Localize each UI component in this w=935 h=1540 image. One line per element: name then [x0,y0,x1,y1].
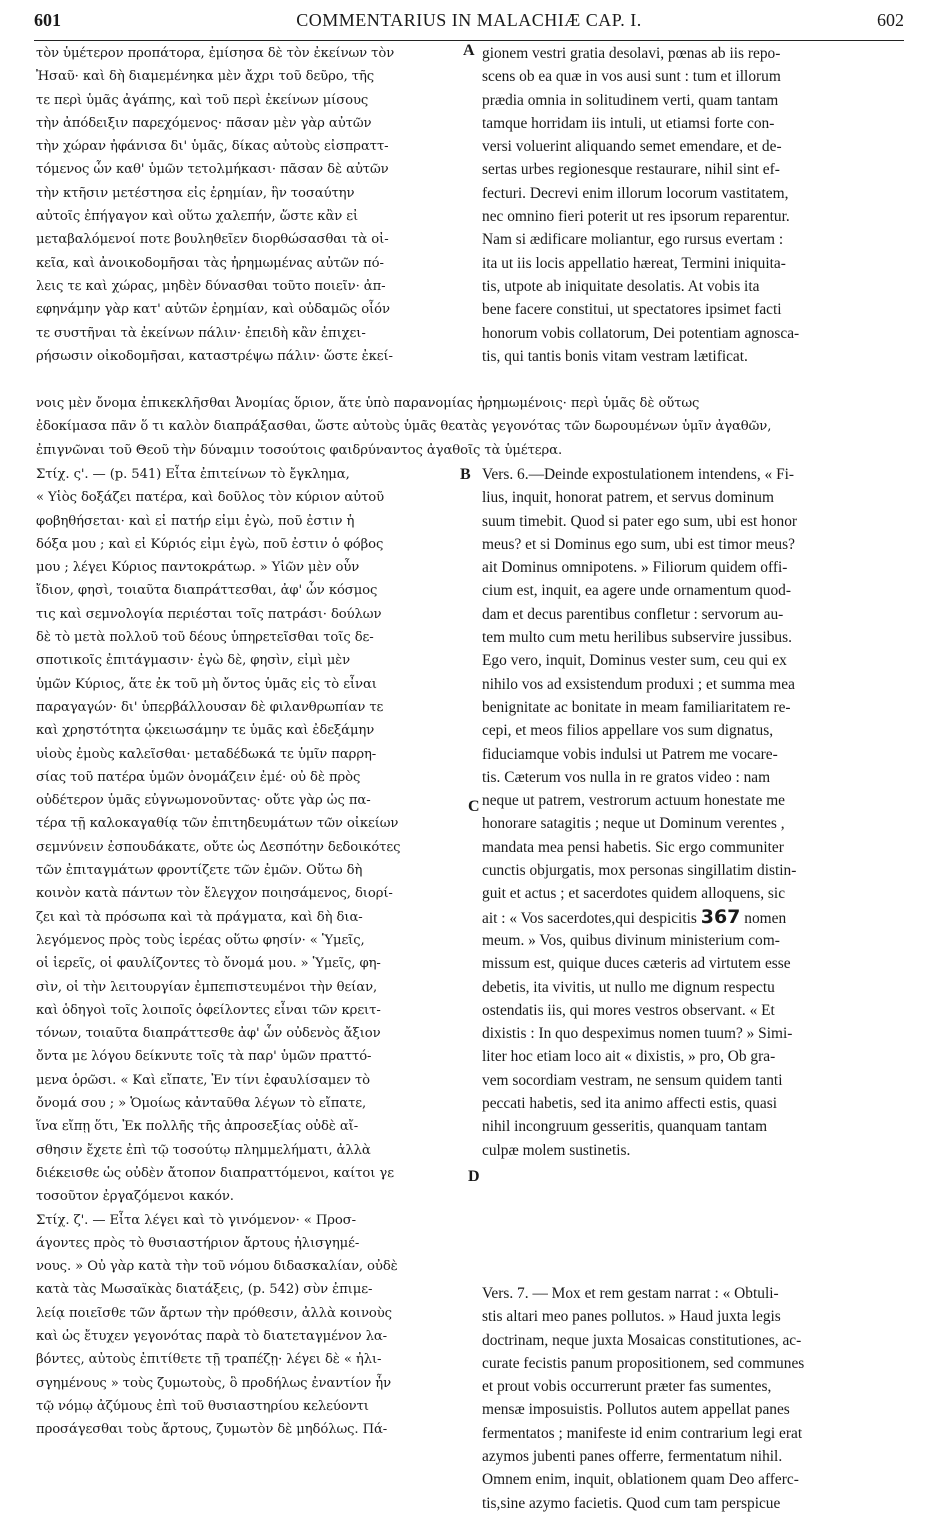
latin-text-line: versi voluerint aliquando semet emendare, et de- [482,138,782,156]
greek-text-line: κατὰ τὰς Μωσαϊκὰς διατάξεις, (p. 542) σὺν ἐπιμε- [36,1282,373,1298]
latin-text-line: Omnem enim, inquit, oblationem quam Deo afferc- [482,1471,799,1489]
latin-text-line: mandata mea pensi habetis. Sic ergo communiter [482,838,784,856]
greek-text-line: τὴν κτῆσιν μετέστησα εἰς ἐρημίαν, ἣν τοσαύτην [36,185,355,201]
latin-text-line: tis,sine azymo facietis. Quod cum tam perspicue [482,1494,781,1512]
latin-text-line: et prout vobis occurrerunt præter fas sumentes, [482,1378,772,1396]
latin-text-line: nec omnino fieri poterit ut res ipsorum reparentur. [482,208,790,226]
section-marker-a: A [463,42,475,59]
latin-text-line: ait Dominus omnipotens. » Filiorum quidem offi- [482,559,788,577]
greek-text-line: λείᾳ ποιεῖσθε τῶν ἄρτων τὴν πρόθεσιν, ἀλλὰ κοινοὺς [36,1305,392,1321]
greek-text-line: τε συστῆναι τὰ ἐκείνων πάλιν· ἐπειδὴ κἂν ἐπιχει- [36,325,366,341]
greek-text-line: καὶ ὁδηγοὶ τοῖς λοιποῖς ὀφείλοντες εἶναι τῶν κρειτ- [36,1002,381,1018]
latin-text-line: prædia omnia in solitudinem verti, quam tantam [482,91,779,109]
greek-text-line: τὸν ὑμέτερον προπάτορα, ἐμίσησα δὲ τὸν ἐκείνων τὸν [36,46,395,61]
greek-text-line: ἴδιον, φησὶ, τοιαῦτα διαπράττεσθαι, ἀφ' ὧν κόσμος [36,583,378,599]
latin-text-line: guit et actus ; et sacerdotes quidem alloquens, sic [482,885,786,903]
greek-text-line: εφηνάμην γὰρ κατ' αὐτῶν ἐρημίαν, καὶ οὐδαμῶς οἷόν [36,302,390,318]
latin-text-line: meus? et si Dominus ego sum, ubi est timor meus? [482,535,795,553]
latin-text-line: tis. Cæterum vos nulla in re gratos video : nam [482,768,771,786]
latin-text-line: suum timebit. Quod si pater ego sum, ubi est honor [482,512,798,530]
latin-text-line: cepi, et meos filios appellare vos sum dignatus, [482,722,774,740]
latin-text-line: honorum vobis collatorum, Dei potentiam agnosca- [482,324,800,342]
latin-column-bottom [482,463,912,1162]
greek-text-line: σίας τοῦ πατέρα ὑμῶν ὀνομάζειν ἐμέ· οὐ δὲ πρὸς [36,769,361,785]
page-number-left: 601 [34,10,61,30]
latin-text-line: missum est, quique duces cæteris ad virtutem esse [482,955,791,973]
section-marker-b: B [460,466,471,483]
latin-text-line: dam et decus parentibus confletur : servorum au- [482,605,784,623]
greek-text-line: ἐδοκίμασα πᾶν ὅ τι καλὸν διαπράξασθαι, ὥστε αὐτοὺς ὑμᾶς θεατὰς γεγονότας τῶν δωρουμένων ὑμῖν ἀγαθῶν, [36,419,772,435]
latin-text-line: tis, qui tantis bonis vitam vestram lætificat. [482,347,748,365]
latin-text-line: cunctis objurgatis, mox personas singillatim distin- [482,862,797,880]
latin-text-line: meum. » Vos, quibus divinum ministerium com- [482,931,780,949]
greek-text-line: σεμνύνειν ἐσπουδάκατε, οὔτε ὡς Δεσπότην δεδοικότες [36,839,401,855]
latin-text-line: benignitate ac bonitate in meam familiaritatem re- [482,698,791,716]
latin-text-line: gionem vestri gratia desolavi, pœnas ab iis repo- [482,45,781,62]
greek-text-line: υἱοὺς ἐμοὺς καλεῖσθαι· μεταδέδωκά τε ὑμῖν παρρη- [36,746,377,762]
latin-text-line: Vers. 7. — Mox et rem gestam narrat : « Obtuli- [482,1285,779,1302]
greek-text-line: καὶ ὡς ἔτυχεν γεγονότας παρὰ τὸ διατεταγμένον λα- [36,1328,387,1344]
greek-text-line: νους. » Οὐ γὰρ κατὰ τὴν τοῦ νόμου διδασκαλίαν, οὐδὲ [36,1259,398,1275]
greek-text-line: λεις τε καὶ χώρας, μηδὲν δύνασθαι τοῦτο ποιεῖν· ἀπ- [36,278,386,294]
greek-text-line: δόξα μου ; καὶ εἰ Κύριός εἰμι ἐγὼ, ποῦ ἐστιν ὁ φόβος [36,536,384,552]
greek-text-line: ρήσωσιν οἰκοδομῆσαι, καταστρέψω πάλιν· ὥστε ἐκεί- [36,348,393,364]
greek-text-line: τὴν ἀπόδειξιν παρεχόμενος· πᾶσαν μὲν γὰρ αὐτῶν [36,115,372,131]
latin-text-line: mensæ imposuistis. Pollutos autem appellat panes [482,1401,790,1419]
latin-text-line: Nam si ædificare moliantur, ego rursus evertam : [482,231,784,249]
greek-text-line: « Υἱὸς δοξάζει πατέρα, καὶ δοῦλος τὸν κύριον αὐτοῦ [36,490,385,506]
greek-text-line: διέκεισθε ὡς οὐδὲν ἄτοπον διαπραττόμενοι, καίτοι γε [36,1165,394,1181]
greek-text-line: ἵνα εἴπῃ ὅτι, Ἐκ πολλῆς τῆς ἀπροσεξίας οὐδὲ αἴ- [36,1119,359,1135]
greek-column-bottom [36,463,466,1441]
greek-text-line: προσάγεσθαι τοὺς ἄρτους, ζυμωτὸν δὲ μηδόλως. Πά- [36,1422,388,1438]
greek-text-line: τῶν ἐπιταγμάτων φροντίζετε τῶν ἐμῶν. Οὕτω δὴ [36,863,363,879]
latin-text-line: liter hoc etiam loco ait « dixistis, » pro, Ob gra- [482,1048,776,1066]
section-marker-c: C [468,798,480,815]
latin-text-line: nihil incongruum gesseritis, quanquam tantam [482,1118,768,1136]
greek-text-line: παραγαγών· δι' ὑπερβάλλουσαν δὲ φιλανθρωπίαν τε [36,699,384,715]
greek-text-line: μεταβαλόμενοί ποτε βουληθεῖεν διορθώσασθαι τὰ οἰ- [36,232,389,248]
latin-text-line: peccati habetis, sed ita animo affecti estis, quasi [482,1095,778,1113]
greek-full-width-text [36,392,906,462]
greek-text-line: λεγόμενος πρὸς τοὺς ἱερέας οὕτω φησίν· « Ὑμεῖς, [36,932,365,948]
latin-text-line: bene facere constitui, ut spectatores ipsimet facti [482,301,782,319]
greek-text-line: Στίχ. ζ'. — Εἶτα λέγει καὶ τὸ γινόμενον· « Προσ- [36,1212,356,1228]
greek-text-line: σθησιν ἔχετε ἐπὶ τῷ τοσούτῳ πλημμελήματι, ἀλλὰ [36,1142,371,1158]
latin-text-line: dixistis : In quo despeximus nomen tuum? » Simi- [482,1025,793,1043]
latin-text-line: tamque horridam iis intuli, ut etiamsi forte con- [482,114,775,132]
greek-text-line: άγοντες πρὸς τὸ θυσιαστήριον ἄρτους ἠλισγημέ- [36,1235,360,1251]
latin-text-line: sertas urbes regionesque restaurare, nihil sint ef- [482,161,780,179]
greek-text-line: Στίχ. ς'. — (p. 541) Εἶτα ἐπιτείνων τὸ ἔγκλημα, [36,467,350,482]
greek-text-line: ὄντα με λόγου δείκνυτε τοῖς τὰ παρ' ὑμῶν πραττό- [36,1049,372,1065]
greek-text-line: δὲ τὸ μετὰ πολλοῦ τοῦ δέους ὑπηρετεῖσθαι τοῖς δε- [36,630,374,646]
greek-text-line: αὐτοῖς ἐπήγαγον καὶ οὕτω χαλεπήν, ὥστε κἂν εἰ [36,209,359,225]
page-header [34,6,904,41]
latin-text-line: vem socordiam vestram, ne sensum quidem tanti [482,1071,783,1089]
latin-text-line: stis altari meo panes pollutos. » Haud juxta legis [482,1308,781,1326]
greek-text-line: τόνων, τοιαῦτα διαπράττεσθε ἀφ' ὧν οὐδενὸς ἄξιον [36,1026,381,1042]
greek-text-line: τοσοῦτον ἐργαζόμενοι κακόν. [36,1189,234,1205]
latin-text-line: Vers. 6.—Deinde expostulationem intendens, « Fi- [482,466,795,483]
latin-text-line: ostendatis iis, qui mores vestros observant. « Et [482,1001,775,1019]
greek-text-line: κεῖα, καὶ ἀνοικοδομῆσαι τὰς ἠρημωμένας αὐτῶν πό- [36,255,384,271]
running-title: COMMENTARIUS IN MALACHIÆ CAP. I. [296,10,642,30]
greek-text-line: τις καὶ σεμνολογία περιέσται τοῖς πατράσι· δούλων [36,606,382,622]
greek-text-line: τὴν χώραν ἠφάνισα δι' ὑμᾶς, δίκας αὐτοὺς εἰσπραττ- [36,139,389,155]
greek-text-line: καὶ χρηστότητα ᾠκειωσάμην τε ὑμᾶς καὶ ἐδεξάμην [36,723,375,739]
greek-text-line: μενα ὁρῶσι. « Καὶ εἴπατε, Ἐν τίνι ἐφαυλίσαμεν τὸ [36,1072,371,1088]
greek-text-line: φοβηθήσεται· καὶ εἰ πατήρ εἰμι ἐγὼ, ποῦ ἐστιν ἡ [36,513,355,529]
section-marker-d: D [468,1168,480,1185]
greek-text-line: ὄνομά σου ; » Ὁμοίως κἀνταῦθα λέγων τὸ εἴπατε, [36,1096,367,1112]
greek-text-line: ὑμῶν Κύριος, ἅτε ἐκ τοῦ μὴ ὄντος ὑμᾶς εἰς τὸ εἶναι [36,676,377,692]
latin-text-line: lius, inquit, honorat patrem, et servus dominum [482,489,774,507]
latin-line-with-page-number: ait : « Vos sacerdotes,qui despicitis 367 nomen [482,905,787,928]
latin-text-line: Ego vero, inquit, Dominus vester sum, ceu qui ex [482,652,787,670]
latin-text-line: cium est, inquit, ea agere unde ornamentum quod- [482,582,791,600]
greek-text-line: ζει καὶ τὰ πρόσωπα καὶ τὰ πράγματα, καὶ δὴ δια- [36,909,363,925]
page-reference-number: 367 [700,905,741,928]
latin-text-line: tem multo cum metu herilibus subservire jussibus. [482,629,792,647]
latin-text-line: curate fecistis panum propositionem, sed communes [482,1354,805,1372]
latin-text-line: fermentatos ; manifeste id enim contrarium legi erat [482,1424,803,1442]
greek-text-line: σγημένους » τοὺς ζυμωτοὺς, ὃ προδήλως ἐναντίον ἦν [36,1375,392,1391]
greek-text-line: τόμενος ὧν καθ' ὑμῶν τετολμήκασι· πᾶσαν δὲ αὐτῶν [36,162,389,178]
greek-text-line: οἱ ἱερεῖς, οἱ φαυλίζοντες τὸ ὄνομά μου. » Ὑμεῖς, φη- [36,956,381,972]
latin-text-line: fiduciamque vobis indulsi ut Patrem me vocare- [482,745,778,763]
greek-text-line: τε περὶ ὑμᾶς ἀγάπης, καὶ τοῦ περὶ ἐκείνων μίσους [36,92,369,108]
greek-text-line: μου ; λέγει Κύριος παντοκράτωρ. » Υἱῶν μὲν οὖν [36,560,360,576]
greek-column-top [36,42,466,368]
latin-text-line: nihilo vos ad exsistendum produxi ; et summa mea [482,675,795,693]
greek-text-line: τῷ νόμῳ ἀζύμους ἐπὶ τοῦ θυσιαστηρίου κελεύοντι [36,1398,369,1414]
greek-text-line: βόντες, αὐτοὺς ἐπιτίθετε τῇ τραπέζῃ· λέγει δὲ « ἠλι- [36,1352,382,1368]
latin-text-line: scens ob ea quæ in vos ausi sunt : tum et illorum [482,68,781,86]
latin-text-line: tis, utpote ab iniquitate desolatis. At vobis ita [482,277,760,295]
greek-text-line: σποτικοῖς ἐπιτάγμασιν· ἐγὼ δὲ, φησὶν, εἰμὶ μὲν [36,653,351,669]
latin-text-line: culpæ molem sustinetis. [482,1141,631,1159]
latin-text-line: ita ut iis locis appellatio hæreat, Termini iniquita- [482,254,786,272]
latin-text-line: honorare satagitis ; neque ut Dominum verentes , [482,815,785,833]
latin-text-line: neque ut patrem, vestrorum actuum honestate me [482,792,786,810]
greek-text-line: οὐδέτερον ὑμᾶς εὐγνωμονοῦντας· οὔτε γὰρ ὡς πα- [36,793,371,809]
latin-text-line: fecturi. Decrevi enim illorum locorum vastitatem, [482,184,789,202]
latin-text-line: doctrinam, neque juxta Mosaicas constitutiones, ac- [482,1331,802,1349]
latin-column-verse-7 [482,1282,912,1515]
page-number-right: 602 [877,10,904,30]
latin-text-line: debetis, ita vivitis, ut nullo me dignum respectu [482,978,775,996]
greek-text-line: Ἠσαῦ· καὶ δὴ διαμεμένηκα μὲν ἄχρι τοῦ δεῦρο, τῆς [36,69,375,85]
greek-text-line: τέρα τῇ καλοκαγαθίᾳ τῶν ἐπιτηδευμάτων τῶν οἰκείων [36,816,399,832]
greek-text-line: σὶν, οἱ τὴν λειτουργίαν ἐμπεπιστευμένοι τὴν θείαν, [36,979,378,995]
latin-text-line: azymos jubenti panes offerre, fermentatum nihil. [482,1448,783,1466]
greek-text-line: ἐπιγνῶναι τοῦ Θεοῦ τὴν δύναμιν τοσούτοις φαιδρύναντος ἀγαθοῖς τὰ ὑμέτερα. [36,442,563,458]
greek-text-line: νοις μὲν ὄνομα ἐπικεκλῆσθαι Ἀνομίας ὅριον, ἅτε ὑπὸ παρανομίας ἠρημωμένοις· περὶ ὑμᾶς δὲ οὕτως [36,396,700,411]
greek-text-line: κοινὸν κατὰ πάντων τὸν ἔλεγχον ποιησάμενος, διορί- [36,886,393,902]
latin-column-top [482,42,912,368]
